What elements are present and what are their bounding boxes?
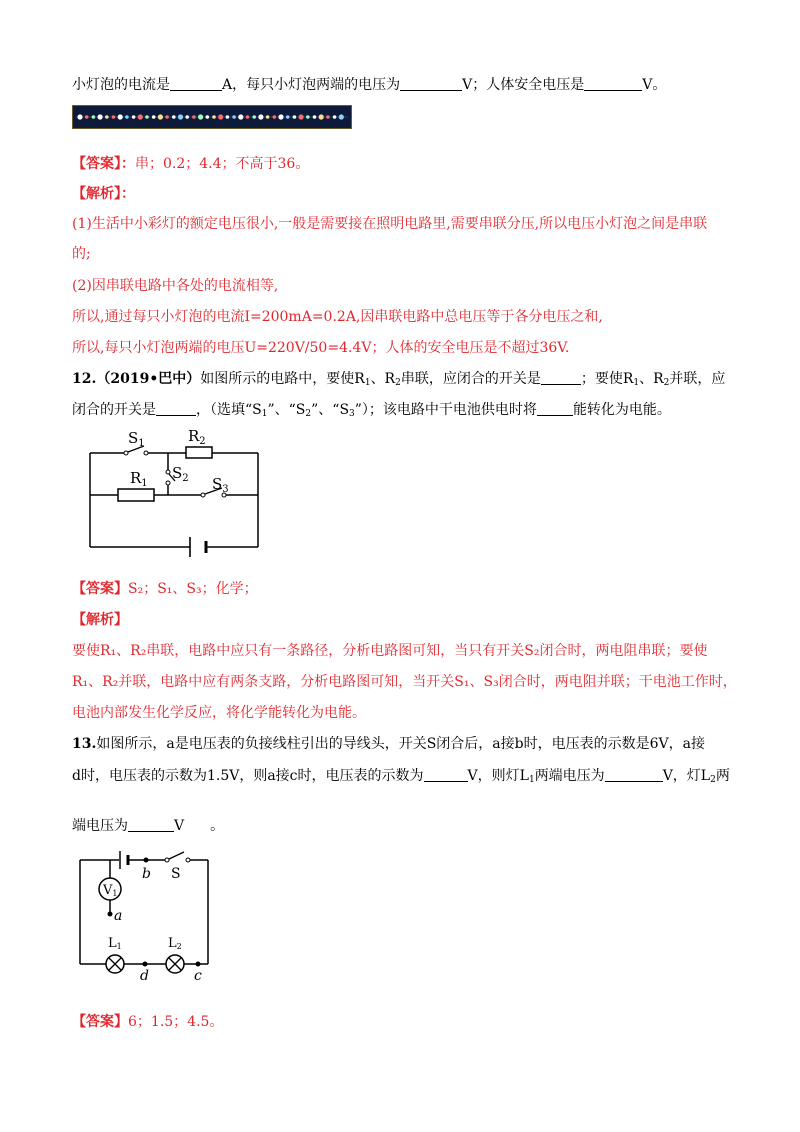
light-bulb bbox=[206, 115, 210, 119]
light-bulb bbox=[258, 114, 263, 119]
q12-answer: 【答案】S₂；S₁、S₃；化学； bbox=[72, 581, 258, 597]
q13-question-line-1: 13.如图所示，a是电压表的负接线柱引出的导线头，开关S闭合后，a接b时，电压表的示数是6V，a接 bbox=[72, 736, 705, 752]
light-bulb bbox=[132, 115, 136, 119]
light-bulb bbox=[145, 115, 149, 119]
answer-blank bbox=[400, 76, 462, 91]
light-bulb bbox=[339, 114, 344, 119]
node-b bbox=[144, 858, 149, 863]
answer-blank bbox=[537, 401, 573, 416]
answer-blank bbox=[584, 76, 642, 91]
q11-analysis-line: 的; bbox=[72, 246, 91, 262]
q11-question-line: 小灯泡的电流是 A，每只小灯泡两端的电压为 V；人体安全电压是 V。 bbox=[72, 77, 667, 93]
label-v1: V1 bbox=[103, 883, 118, 898]
light-bulb bbox=[152, 115, 156, 119]
string-lights-photo bbox=[72, 105, 352, 129]
label-d: d bbox=[140, 968, 149, 981]
light-bulb bbox=[226, 115, 230, 119]
node-d bbox=[143, 962, 148, 967]
light-bulb bbox=[198, 114, 203, 119]
light-bulb bbox=[165, 115, 169, 119]
label-a: a bbox=[114, 908, 123, 924]
label-c: c bbox=[194, 968, 202, 981]
light-bulb bbox=[293, 115, 297, 119]
label-s2: $S_2$ bbox=[172, 464, 189, 484]
q13-answer: 【答案】6；1.5；4.5。 bbox=[72, 1014, 224, 1030]
answer-blank bbox=[605, 767, 663, 782]
lamp-l1 bbox=[106, 955, 124, 973]
light-bulb bbox=[218, 114, 223, 119]
light-bulb bbox=[232, 115, 236, 119]
light-bulb bbox=[85, 115, 89, 119]
light-bulb bbox=[158, 114, 163, 119]
label-l1: L1 bbox=[108, 936, 122, 951]
answer-blank bbox=[170, 76, 222, 91]
light-bulb bbox=[238, 114, 243, 119]
lamp-l2 bbox=[166, 955, 184, 973]
answer-blank bbox=[424, 767, 468, 782]
light-bulb bbox=[252, 115, 256, 119]
label-r2: $R_2$ bbox=[188, 427, 206, 447]
light-bulb bbox=[112, 115, 116, 119]
light-bulb bbox=[98, 114, 103, 119]
light-bulb bbox=[77, 114, 82, 119]
label-b: b bbox=[142, 866, 151, 882]
light-bulb bbox=[105, 115, 109, 119]
q11-analysis-line: (1)生活中小彩灯的额定电压很小,一般是需要接在照明电路里,需要串联分压,所以电压小灯泡之间是串联 bbox=[72, 216, 708, 232]
answer-blank bbox=[156, 401, 196, 416]
q12-question-line-2: 闭合的开关是 ，（选填“$S_1$”、“$S_2$”、“$S_3$”）；该电路中干电池供电时将 能转化为电能。 bbox=[72, 402, 671, 419]
light-bulb bbox=[333, 115, 337, 119]
light-bulb bbox=[299, 114, 304, 119]
resistor-r1 bbox=[118, 489, 154, 501]
q12-question-line-1: 12.（2019•巴中）如图所示的电路中，要使$R_1$、$R_2$串联，应闭合的开关是 ；要使$R_1$、$R_2$并联，应 bbox=[72, 371, 726, 388]
battery-icon bbox=[120, 851, 128, 869]
answer-blank bbox=[541, 370, 581, 385]
q13-question-line-3: 端电压为 V 。 bbox=[72, 818, 225, 834]
label-s: S bbox=[171, 866, 181, 882]
switch-s bbox=[165, 852, 190, 862]
light-bulb bbox=[212, 115, 216, 119]
light-bulb bbox=[138, 114, 143, 119]
light-bulb bbox=[125, 115, 129, 119]
light-bulb bbox=[319, 114, 324, 119]
q13-circuit-diagram bbox=[72, 846, 217, 981]
light-bulb bbox=[92, 115, 96, 119]
q11-answer: 【答案】：串；0.2；4.4；不高于36。 bbox=[72, 156, 310, 172]
q12-analysis-line: 要使R₁、R₂串联，电路中应只有一条路径，分析电路图可知，当只有开关S₂闭合时，两电阻串联；要使 bbox=[72, 643, 708, 659]
label-s3: $S_3$ bbox=[212, 475, 229, 495]
q12-analysis-line: R₁、R₂并联，电路中应有两条支路，分析电路图可知，当开关S₁、S₃闭合时，两电阻并联；干电池工作时， bbox=[72, 674, 737, 690]
light-bulb bbox=[246, 115, 250, 119]
light-bulb bbox=[278, 114, 283, 119]
light-bulb bbox=[178, 114, 183, 119]
answer-blank bbox=[128, 817, 174, 832]
light-bulb bbox=[273, 115, 277, 119]
node-a bbox=[108, 912, 113, 917]
battery-icon bbox=[190, 537, 206, 557]
q12-analysis-label: 【解析】 bbox=[72, 612, 128, 628]
light-bulb bbox=[172, 115, 176, 119]
light-bulb bbox=[326, 115, 330, 119]
light-bulb bbox=[286, 115, 290, 119]
light-bulb bbox=[118, 114, 123, 119]
q11-analysis-line: 所以,通过每只小灯泡的电流I=200mA=0.2A,因串联电路中总电压等于各分电压之和, bbox=[72, 309, 603, 325]
label-r1: $R_1$ bbox=[130, 469, 148, 489]
label-s1: $S_1$ bbox=[128, 429, 145, 449]
resistor-r2 bbox=[186, 447, 212, 458]
light-bulb bbox=[192, 115, 196, 119]
q12-analysis-line: 电池内部发生化学反应，将化学能转化为电能。 bbox=[72, 705, 366, 721]
light-bulb bbox=[266, 115, 270, 119]
q11-analysis-label: 【解析】： bbox=[72, 186, 135, 202]
light-bulb bbox=[185, 115, 189, 119]
light-bulb bbox=[313, 115, 317, 119]
light-bulb bbox=[306, 115, 310, 119]
q11-analysis-line: (2)因串联电路中各处的电流相等, bbox=[72, 278, 279, 294]
q13-question-line-2: d时，电压表的示数为1.5V，则a接c时，电压表的示数为 V，则灯$L_1$两端电压为 V，灯$L_2$两 bbox=[72, 768, 730, 785]
node-c bbox=[196, 962, 201, 967]
label-l2: L2 bbox=[168, 936, 182, 951]
q11-analysis-line: 所以,每只小灯泡两端的电压U=220V/50=4.4V；人体的安全电压是不超过36V. bbox=[72, 340, 570, 356]
q12-circuit-diagram bbox=[82, 425, 268, 560]
